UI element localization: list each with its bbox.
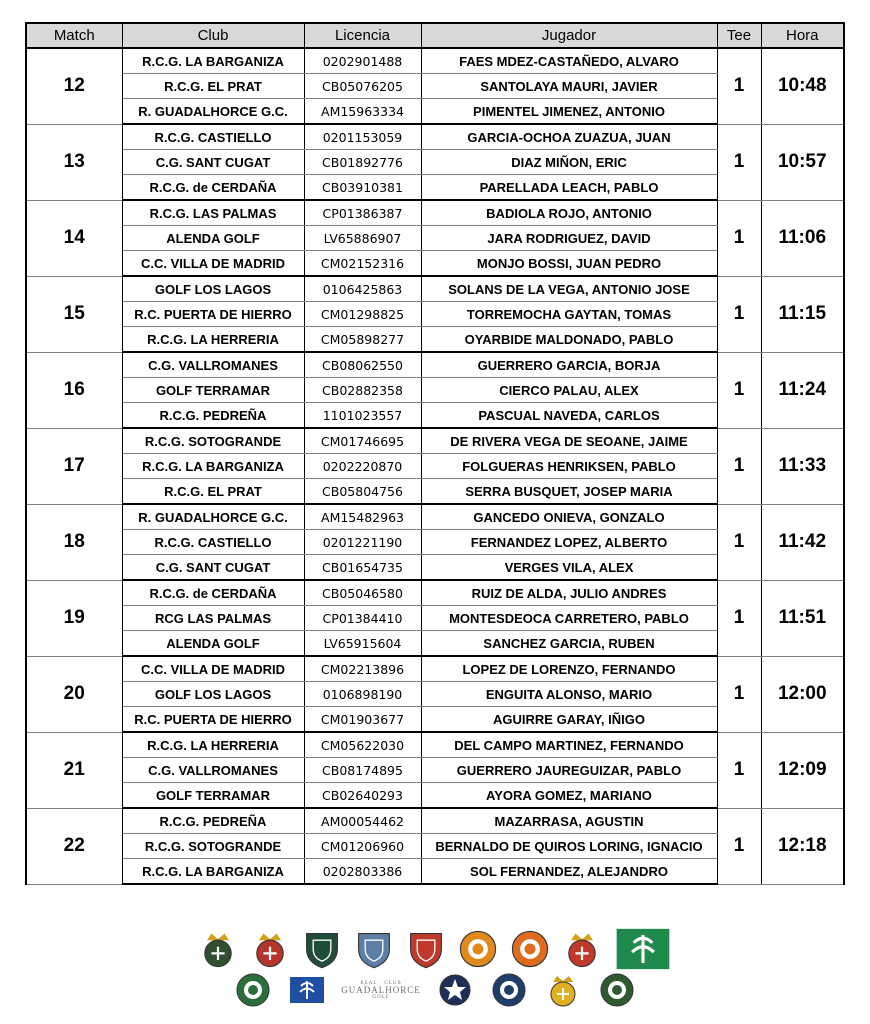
licence-number: CP01386387 <box>304 200 421 226</box>
club-name: R.C. PUERTA DE HIERRO <box>122 707 304 733</box>
table-row <box>26 808 844 834</box>
guadalhorce-wordmark-logo <box>341 981 421 1000</box>
club-name: R. GUADALHORCE G.C. <box>122 504 304 530</box>
player-name: MONTESDEOCA CARRETERO, PABLO <box>421 606 717 631</box>
licence-number: 0201153059 <box>304 124 421 150</box>
club-name: R.C.G. LAS PALMAS <box>122 200 304 226</box>
licence-number: CB05076205 <box>304 74 421 99</box>
header-row <box>26 23 844 48</box>
club-name: GOLF TERRAMAR <box>122 378 304 403</box>
match-number: 13 <box>26 124 122 200</box>
licence-number: 1101023557 <box>304 403 421 429</box>
licence-number: CB05804756 <box>304 479 421 505</box>
club-name: R.C.G. LA BARGANIZA <box>122 454 304 479</box>
club-name: C.G. VALLROMANES <box>122 758 304 783</box>
club-name: R.C.G. PEDREÑA <box>122 808 304 834</box>
table-row <box>26 504 844 530</box>
licence-number: CB01654735 <box>304 555 421 581</box>
licence-number: 0201221190 <box>304 530 421 555</box>
club-name: R.C.G. CASTIELLO <box>122 124 304 150</box>
header-tee: Tee <box>717 23 761 48</box>
club-name: R.C.G. SOTOGRANDE <box>122 834 304 859</box>
club-name: R.C.G. EL PRAT <box>122 74 304 99</box>
tee-time: 11:06 <box>761 200 844 276</box>
licence-number: AM00054462 <box>304 808 421 834</box>
tee-times-table <box>25 22 845 885</box>
club-name: R.C.G. LA HERRERIA <box>122 327 304 353</box>
match-number: 17 <box>26 428 122 504</box>
club-name: RCG LAS PALMAS <box>122 606 304 631</box>
orange-green-badge-logo <box>508 927 552 971</box>
player-name: TORREMOCHA GAYTAN, TOMAS <box>421 302 717 327</box>
club-name: R.C.G. LA BARGANIZA <box>122 48 304 74</box>
match-number: 18 <box>26 504 122 580</box>
match-number: 15 <box>26 276 122 352</box>
club-name: R.C.G. SOTOGRANDE <box>122 428 304 454</box>
licence-number: 0202901488 <box>304 48 421 74</box>
licence-number: CB01892776 <box>304 150 421 175</box>
club-name: R.C. PUERTA DE HIERRO <box>122 302 304 327</box>
orange-round-crest-logo <box>456 927 500 971</box>
tee-number: 1 <box>717 200 761 276</box>
club-name: R.C.G. PEDREÑA <box>122 403 304 429</box>
tee-number: 1 <box>717 656 761 732</box>
alenda-golf-logo <box>287 970 327 1010</box>
player-name: GUERRERO JAUREGUIZAR, PABLO <box>421 758 717 783</box>
tee-time: 11:51 <box>761 580 844 656</box>
tee-time: 12:18 <box>761 808 844 884</box>
club-name: GOLF LOS LAGOS <box>122 276 304 302</box>
player-name: FAES MDEZ-CASTAÑEDO, ALVARO <box>421 48 717 74</box>
player-name: DEL CAMPO MARTINEZ, FERNANDO <box>421 732 717 758</box>
header-club: Club <box>122 23 304 48</box>
licence-number: CB08062550 <box>304 352 421 378</box>
club-name: ALENDA GOLF <box>122 631 304 657</box>
logo-text: GUADALHORCE <box>341 984 421 995</box>
match-number: 22 <box>26 808 122 884</box>
player-name: RUIZ DE ALDA, JULIO ANDRES <box>421 580 717 606</box>
player-name: ENGUITA ALONSO, MARIO <box>421 682 717 707</box>
player-name: BADIOLA ROJO, ANTONIO <box>421 200 717 226</box>
table-row <box>26 352 844 378</box>
green-shield-logo <box>300 927 344 971</box>
player-name: OYARBIDE MALDONADO, PABLO <box>421 327 717 353</box>
tee-time: 11:33 <box>761 428 844 504</box>
red-cross-crest-logo <box>560 927 604 971</box>
player-name: AGUIRRE GARAY, IÑIGO <box>421 707 717 733</box>
tee-time: 11:42 <box>761 504 844 580</box>
player-name: MONJO BOSSI, JUAN PEDRO <box>421 251 717 277</box>
player-name: PASCUAL NAVEDA, CARLOS <box>421 403 717 429</box>
tee-number: 1 <box>717 352 761 428</box>
licence-number: CM02213896 <box>304 656 421 682</box>
player-name: VERGES VILA, ALEX <box>421 555 717 581</box>
player-name: PIMENTEL JIMENEZ, ANTONIO <box>421 99 717 125</box>
player-name: JARA RODRIGUEZ, DAVID <box>421 226 717 251</box>
table-row <box>26 428 844 454</box>
club-name: GOLF TERRAMAR <box>122 783 304 809</box>
licence-number: 0202220870 <box>304 454 421 479</box>
player-name: DIAZ MIÑON, ERIC <box>421 150 717 175</box>
club-name: C.C. VILLA DE MADRID <box>122 251 304 277</box>
club-name: R.C.G. LA HERRERIA <box>122 732 304 758</box>
tee-number: 1 <box>717 732 761 808</box>
club-name: R.C.G. EL PRAT <box>122 479 304 505</box>
tee-time: 11:15 <box>761 276 844 352</box>
player-name: SANTOLAYA MAURI, JAVIER <box>421 74 717 99</box>
player-name: CIERCO PALAU, ALEX <box>421 378 717 403</box>
player-name: PARELLADA LEACH, PABLO <box>421 175 717 201</box>
club-name: R.C.G. LA BARGANIZA <box>122 859 304 885</box>
player-name: DE RIVERA VEGA DE SEOANE, JAIME <box>421 428 717 454</box>
licence-number: CB03910381 <box>304 175 421 201</box>
club-name: C.G. VALLROMANES <box>122 352 304 378</box>
licence-number: CB08174895 <box>304 758 421 783</box>
licence-number: CM01746695 <box>304 428 421 454</box>
tee-number: 1 <box>717 124 761 200</box>
club-name: R.C.G. CASTIELLO <box>122 530 304 555</box>
rcg-crest-logo <box>196 927 240 971</box>
player-name: AYORA GOMEZ, MARIANO <box>421 783 717 809</box>
club-logos-row-2 <box>0 970 870 1010</box>
club-name: GOLF LOS LAGOS <box>122 682 304 707</box>
table-row <box>26 200 844 226</box>
match-number: 19 <box>26 580 122 656</box>
player-name: MAZARRASA, AGUSTIN <box>421 808 717 834</box>
licence-number: CB05046580 <box>304 580 421 606</box>
licence-number: AM15963334 <box>304 99 421 125</box>
player-name: SANCHEZ GARCIA, RUBEN <box>421 631 717 657</box>
licence-number: 0202803386 <box>304 859 421 885</box>
player-name: GANCEDO ONIEVA, GONZALO <box>421 504 717 530</box>
licence-number: CB02882358 <box>304 378 421 403</box>
table-row <box>26 732 844 758</box>
header-match: Match <box>26 23 122 48</box>
licence-number: AM15482963 <box>304 504 421 530</box>
table-row <box>26 124 844 150</box>
club-name: R.C.G. de CERDAÑA <box>122 580 304 606</box>
golf-los-lagos-logo <box>233 970 273 1010</box>
table-row <box>26 48 844 74</box>
tee-number: 1 <box>717 428 761 504</box>
logo-text: GOLF <box>372 994 390 1000</box>
yellow-crown-crest-logo <box>543 970 583 1010</box>
licence-number: LV65886907 <box>304 226 421 251</box>
tee-number: 1 <box>717 580 761 656</box>
match-number: 20 <box>26 656 122 732</box>
player-name: GARCIA-OCHOA ZUAZUA, JUAN <box>421 124 717 150</box>
player-name: FERNANDEZ LOPEZ, ALBERTO <box>421 530 717 555</box>
licence-number: LV65915604 <box>304 631 421 657</box>
licence-number: CM02152316 <box>304 251 421 277</box>
match-number: 21 <box>26 732 122 808</box>
tee-time: 12:00 <box>761 656 844 732</box>
match-number: 12 <box>26 48 122 124</box>
tee-time: 12:09 <box>761 732 844 808</box>
navy-star-crest-logo <box>435 970 475 1010</box>
licence-number: CM01206960 <box>304 834 421 859</box>
header-licencia: Licencia <box>304 23 421 48</box>
tee-time: 10:57 <box>761 124 844 200</box>
club-name: C.G. SANT CUGAT <box>122 150 304 175</box>
player-name: SOLANS DE LA VEGA, ANTONIO JOSE <box>421 276 717 302</box>
green-gold-badge-logo <box>597 970 637 1010</box>
tee-time: 10:48 <box>761 48 844 124</box>
club-name: ALENDA GOLF <box>122 226 304 251</box>
tee-number: 1 <box>717 808 761 884</box>
table-row <box>26 580 844 606</box>
player-name: FOLGUERAS HENRIKSEN, PABLO <box>421 454 717 479</box>
red-white-crest-logo <box>404 927 448 971</box>
club-name: R. GUADALHORCE G.C. <box>122 99 304 125</box>
player-name: SOL FERNANDEZ, ALEJANDRO <box>421 859 717 885</box>
tee-number: 1 <box>717 504 761 580</box>
licence-number: CM05622030 <box>304 732 421 758</box>
licence-number: 0106898190 <box>304 682 421 707</box>
licence-number: 0106425863 <box>304 276 421 302</box>
licence-number: CB02640293 <box>304 783 421 809</box>
licence-number: CM05898277 <box>304 327 421 353</box>
club-name: R.C.G. de CERDAÑA <box>122 175 304 201</box>
header-hora: Hora <box>761 23 844 48</box>
tee-time: 11:24 <box>761 352 844 428</box>
table-row <box>26 276 844 302</box>
club-name: C.G. SANT CUGAT <box>122 555 304 581</box>
tee-number: 1 <box>717 48 761 124</box>
match-number: 16 <box>26 352 122 428</box>
licence-number: CM01298825 <box>304 302 421 327</box>
blue-shield-logo <box>352 927 396 971</box>
player-name: SERRA BUSQUET, JOSEP MARIA <box>421 479 717 505</box>
player-name: LOPEZ DE LORENZO, FERNANDO <box>421 656 717 682</box>
licence-number: CM01903677 <box>304 707 421 733</box>
red-crown-crest-logo <box>248 927 292 971</box>
club-name: C.C. VILLA DE MADRID <box>122 656 304 682</box>
logo-text: REAL · CLUB <box>360 980 402 986</box>
table-row <box>26 656 844 682</box>
match-number: 14 <box>26 200 122 276</box>
header-jugador: Jugador <box>421 23 717 48</box>
licence-number: CP01384410 <box>304 606 421 631</box>
player-name: BERNALDO DE QUIROS LORING, IGNACIO <box>421 834 717 859</box>
tee-number: 1 <box>717 276 761 352</box>
player-name: GUERRERO GARCIA, BORJA <box>421 352 717 378</box>
navy-ring-badge-logo <box>489 970 529 1010</box>
